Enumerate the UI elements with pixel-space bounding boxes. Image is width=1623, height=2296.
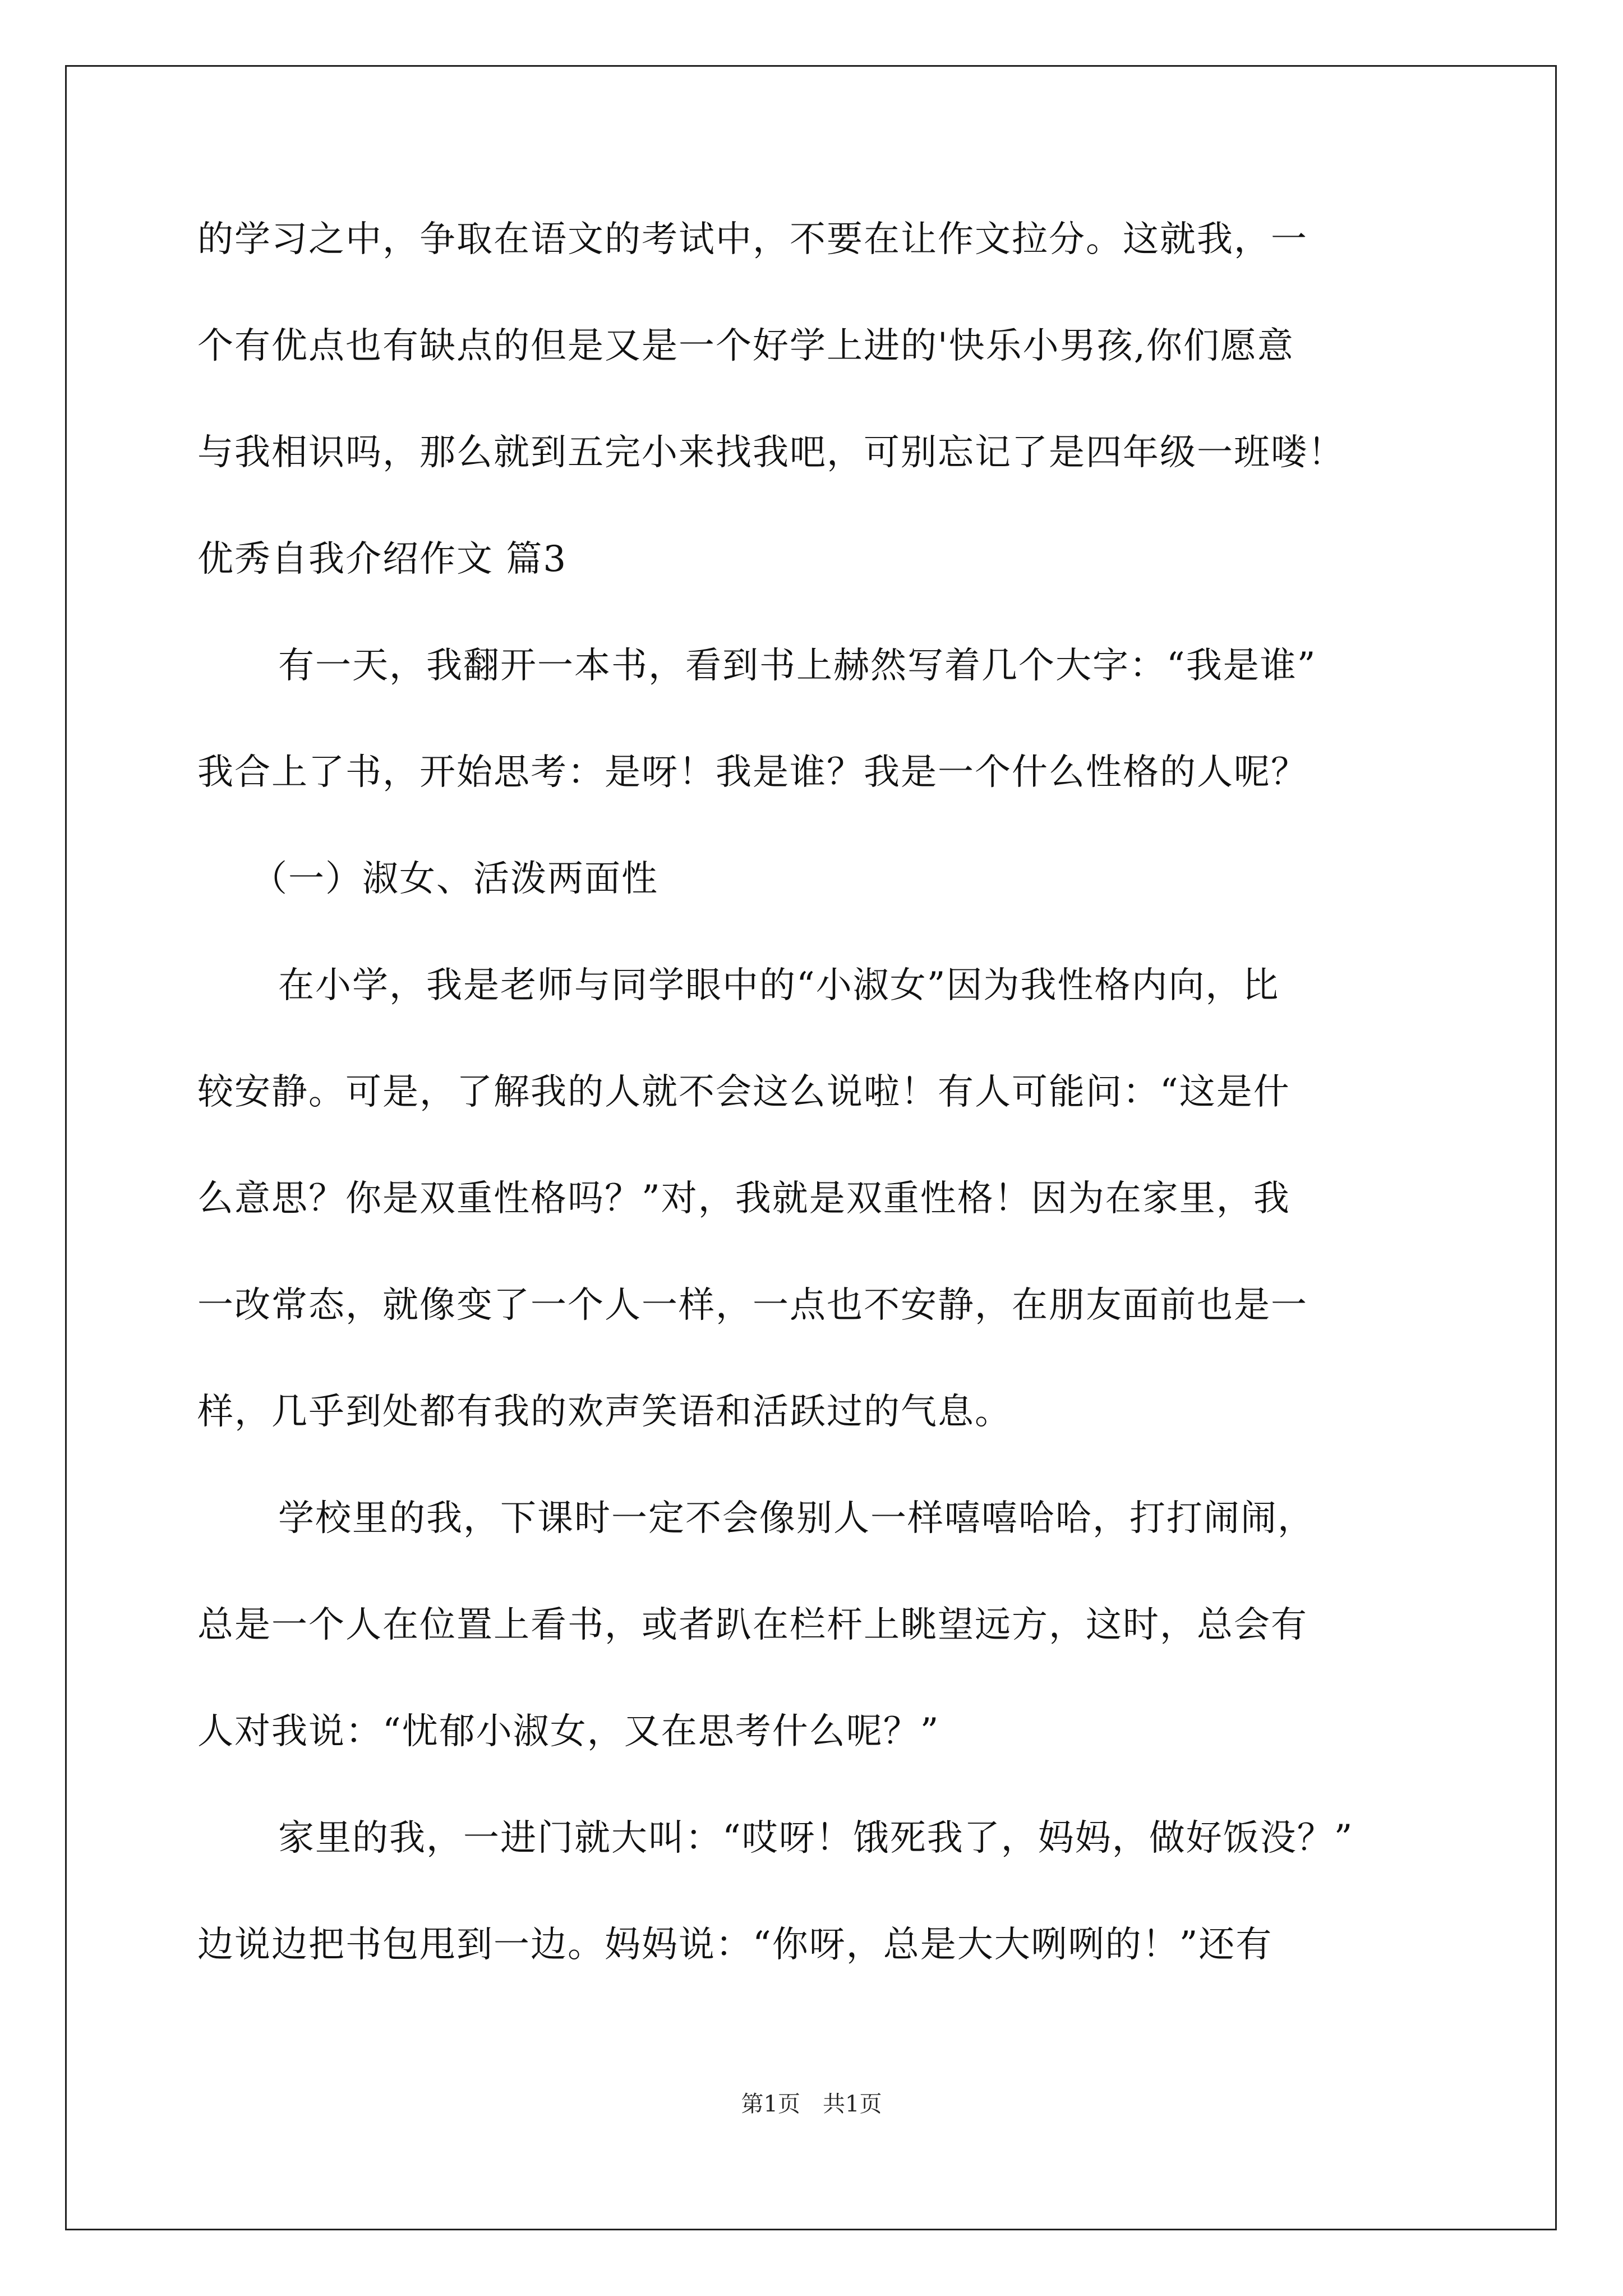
text-line-1: 的学习之中，争取在语文的考试中，不要在让作文拉分。这就我，一	[197, 219, 1308, 260]
text-line-5: 有一天，我翻开一本书，看到书上赫然写着几个大字：“我是谁”	[278, 645, 1317, 687]
text-line-3: 与我相识吗，那么就到五完小来找我吧，可别忘记了是四年级一班喽！	[197, 432, 1345, 473]
text-line-12: 样，几乎到处都有我的欢声笑语和活跃过的气息。	[197, 1391, 1012, 1433]
page-footer: 第1页 共1页	[741, 2091, 882, 2117]
text-line-15: 人对我说：“忧郁小淑女，又在思考什么呢？”	[197, 1711, 940, 1752]
text-line-10: 么意思？你是双重性格吗？”对，我就是双重性格！因为在家里，我	[197, 1178, 1290, 1220]
text-line-14: 总是一个人在位置上看书，或者趴在栏杆上眺望远方，这时，总会有	[197, 1604, 1308, 1646]
page-frame	[65, 65, 1557, 2230]
text-line-13: 学校里的我，下课时一定不会像别人一样嘻嘻哈哈，打打闹闹，	[278, 1498, 1315, 1539]
text-line-2: 个有优点也有缺点的但是又是一个好学上进的'快乐小男孩,你们愿意	[197, 325, 1294, 367]
text-line-6: 我合上了书，开始思考：是呀！我是谁？我是一个什么性格的人呢？	[197, 752, 1308, 793]
text-line-9: 较安静。可是，了解我的人就不会这么说啦！有人可能问：“这是什	[197, 1071, 1290, 1113]
section-heading: 优秀自我介绍作文 篇3	[197, 539, 568, 580]
text-line-8: 在小学，我是老师与同学眼中的“小淑女”因为我性格内向，比	[278, 965, 1280, 1006]
text-line-16: 家里的我，一进门就大叫：“哎呀！饿死我了，妈妈，做好饭没？”	[278, 1818, 1354, 1859]
text-line-17: 边说边把书包甩到一边。妈妈说：“你呀，总是大大咧咧的！”还有	[197, 1924, 1273, 1966]
subsection-heading: （一）淑女、活泼两面性	[251, 858, 658, 900]
text-line-11: 一改常态，就像变了一个人一样，一点也不安静，在朋友面前也是一	[197, 1285, 1308, 1326]
